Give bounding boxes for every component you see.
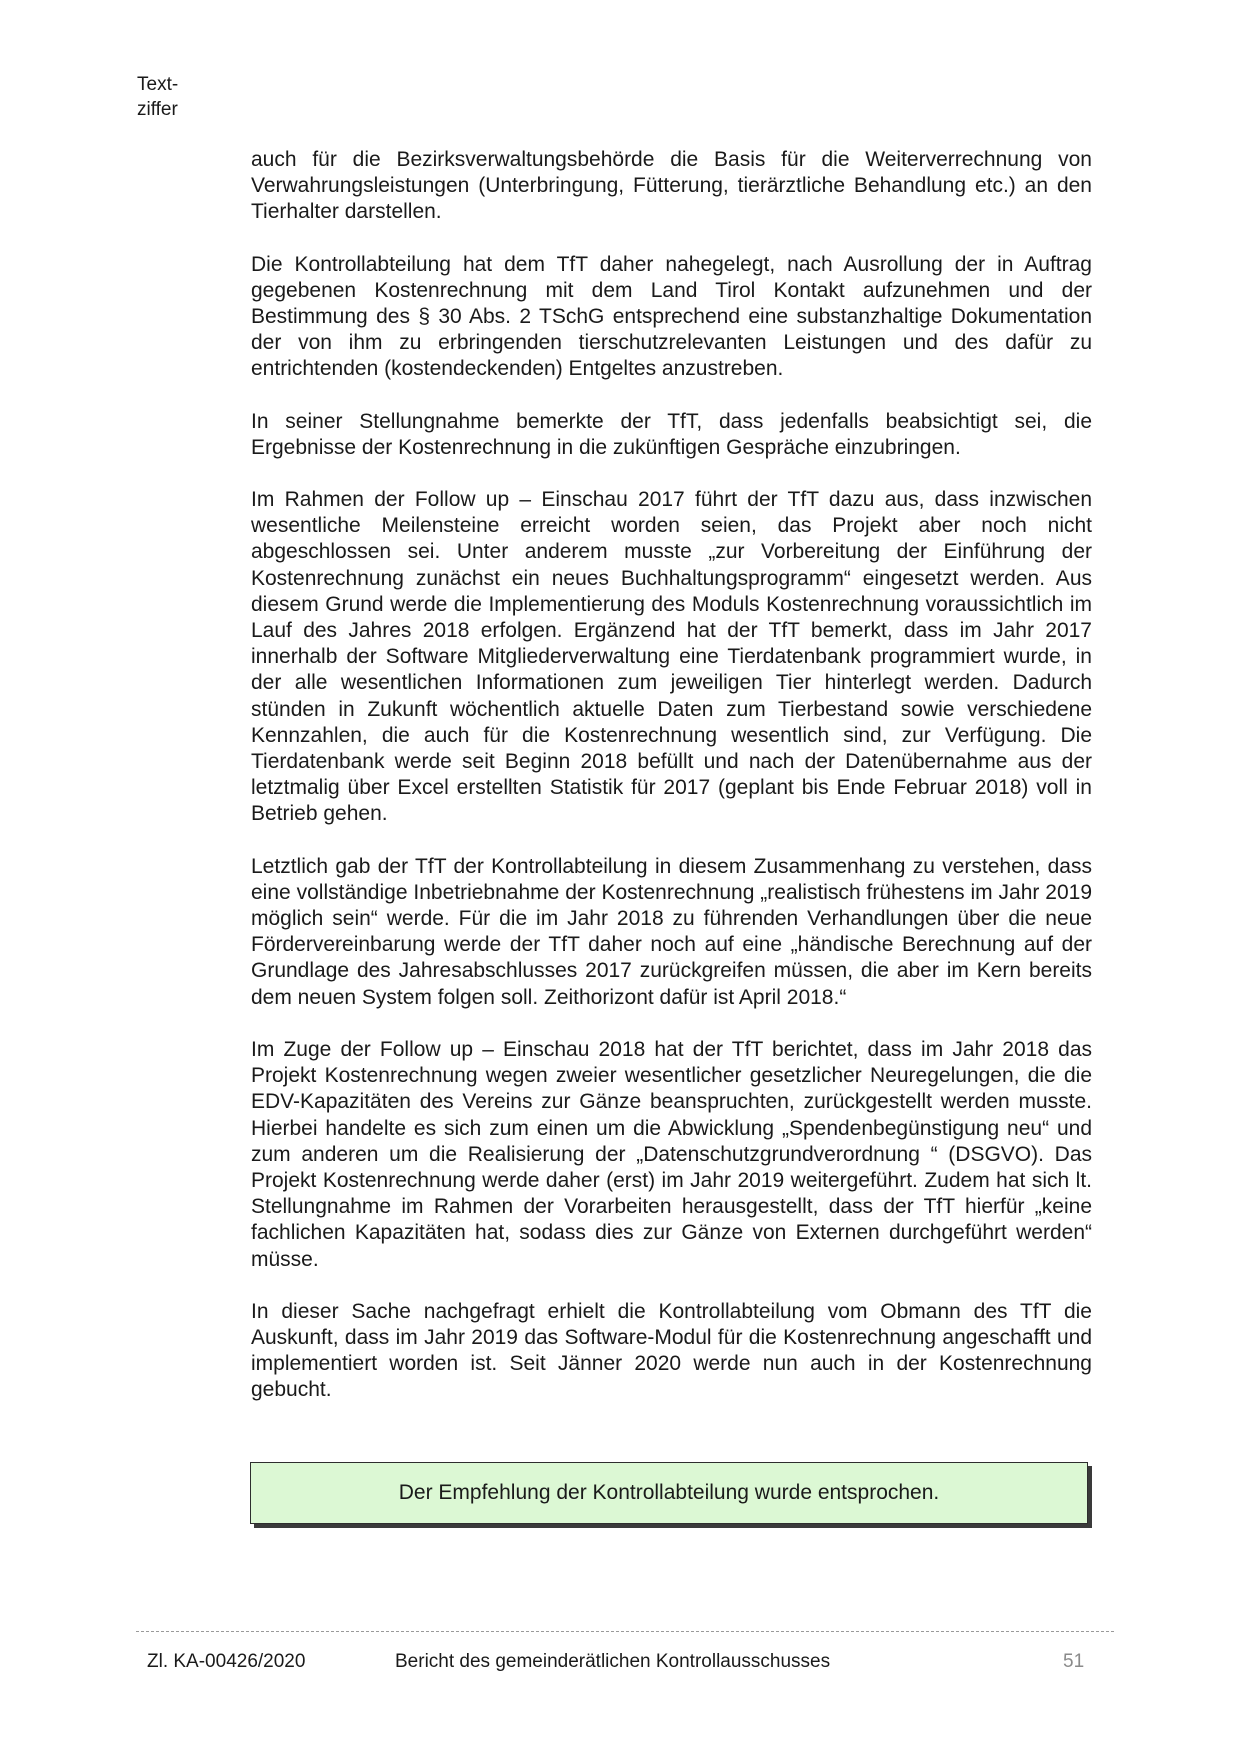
page-number: 51 [1063, 1651, 1085, 1672]
margin-label-line2: ziffer [137, 99, 178, 120]
footer-divider [136, 1631, 1114, 1632]
footer-title: Bericht des gemeinderätlichen Kontrollausschusses [395, 1651, 831, 1672]
margin-label [137, 72, 178, 122]
paragraph: Im Zuge der Follow up – Einschau 2018 hat der TfT berichtet, dass im Jahr 2018 das Projekt Kostenrechnung wegen zweier wesentlicher gesetzlicher Neuregelungen, die die EDV-Kapazitäten des Vereins zur Gänze beanspruchten, zurückgestellt werden musste. Hierbei handelte es sich zum einen um die Abwicklung „Spendenbegünstigung neu“ und zum anderen um die Realisierung der „Datenschutzgrundverordnung “ (DSGVO). Das Projekt Kostenrechnung werde daher (erst) im Jahr 2019 weitergeführt. Zudem hat sich lt. Stellungnahme im Rahmen der Vorarbeiten herausgestellt, dass der TfT hierfür „keine fachlichen Kapazitäten hat, sodass dies zur Gänze von Externen durchgeführt werden“ müsse. [251, 1037, 1092, 1271]
paragraph: In dieser Sache nachgefragt erhielt die Kontrollabteilung vom Obmann des TfT die Auskunft, dass im Jahr 2019 das Software-Modul für die Kostenrechnung angeschafft und implementiert worden ist. Seit Jänner 2020 werde nun auch in der Kostenrechnung gebucht. [251, 1299, 1092, 1402]
footer-reference: Zl. KA-00426/2020 [147, 1651, 306, 1672]
paragraph: auch für die Bezirksverwaltungsbehörde die Basis für die Weiterverrechnung von Verwahrungsleistungen (Unterbringung, Fütterung, tierärztliche Behandlung etc.) an den Tierhalter darstellen. [251, 148, 1092, 224]
paragraph: Die Kontrollabteilung hat dem TfT daher nahegelegt, nach Ausrollung der in Auftrag gegebenen Kostenrechnung mit dem Land Tirol Kontakt aufzunehmen und der Bestimmung des § 30 Abs. 2 TSchG entsprechend eine substanzhaltige Dokumentation der von ihm zu erbringenden tierschutzrelevanten Leistungen und des dafür zu entrichtenden (kostendeckenden) Entgeltes anzustreben. [251, 252, 1092, 381]
paragraph: In seiner Stellungnahme bemerkte der TfT, dass jedenfalls beabsichtigt sei, die Ergebnisse der Kostenrechnung in die zukünftigen Gespräche einzubringen. [251, 409, 1092, 459]
recommendation-status-text: Der Empfehlung der Kontrollabteilung wurde entsprochen. [398, 1481, 940, 1504]
body-text [251, 147, 1092, 1430]
paragraph: Im Rahmen der Follow up – Einschau 2017 führt der TfT dazu aus, dass inzwischen wesentliche Meilensteine erreicht worden seien, das Projekt aber noch nicht abgeschlossen sei. Unter anderem musste „zur Vorbereitung der Einführung der Kostenrechnung zunächst ein neues Buchhaltungsprogramm“ eingesetzt werden. Aus diesem Grund werde die Implementierung des Moduls Kostenrechnung voraussichtlich im Lauf des Jahres 2018 erfolgen. Ergänzend hat der TfT bemerkt, dass im Jahr 2017 innerhalb der Software Mitgliederverwaltung eine Tierdatenbank programmiert wurde, in der alle wesentlichen Informationen zum jeweiligen Tier hinterlegt werden. Dadurch stünden in Zukunft wöchentlich aktuelle Daten zum Tierbestand sowie verschiedene Kennzahlen, die auch für die Kostenrechnung wesentlich sind, zur Verfügung. Die Tierdatenbank werde seit Beginn 2018 befüllt und nach der Datenübernahme aus der letztmalig über Excel erstellten Statistik für 2017 (geplant bis Ende Februar 2018) voll in Betrieb gehen. [251, 488, 1092, 826]
margin-label-line1: Text- [137, 74, 179, 95]
paragraph: Letztlich gab der TfT der Kontrollabteilung in diesem Zusammenhang zu verstehen, dass eine vollständige Inbetriebnahme der Kostenrechnung „realistisch frühestens im Jahr 2019 möglich sein“ werde. Für die im Jahr 2018 zu führenden Verhandlungen über die neue Fördervereinbarung werde der TfT daher noch auf eine „händische Berechnung auf der Grundlage des Jahresabschlusses 2017 zurückgreifen müssen, die aber im Kern bereits dem neuen System folgen soll. Zeithorizont dafür ist April 2018.“ [251, 854, 1092, 1009]
recommendation-status-box [250, 1462, 1088, 1524]
